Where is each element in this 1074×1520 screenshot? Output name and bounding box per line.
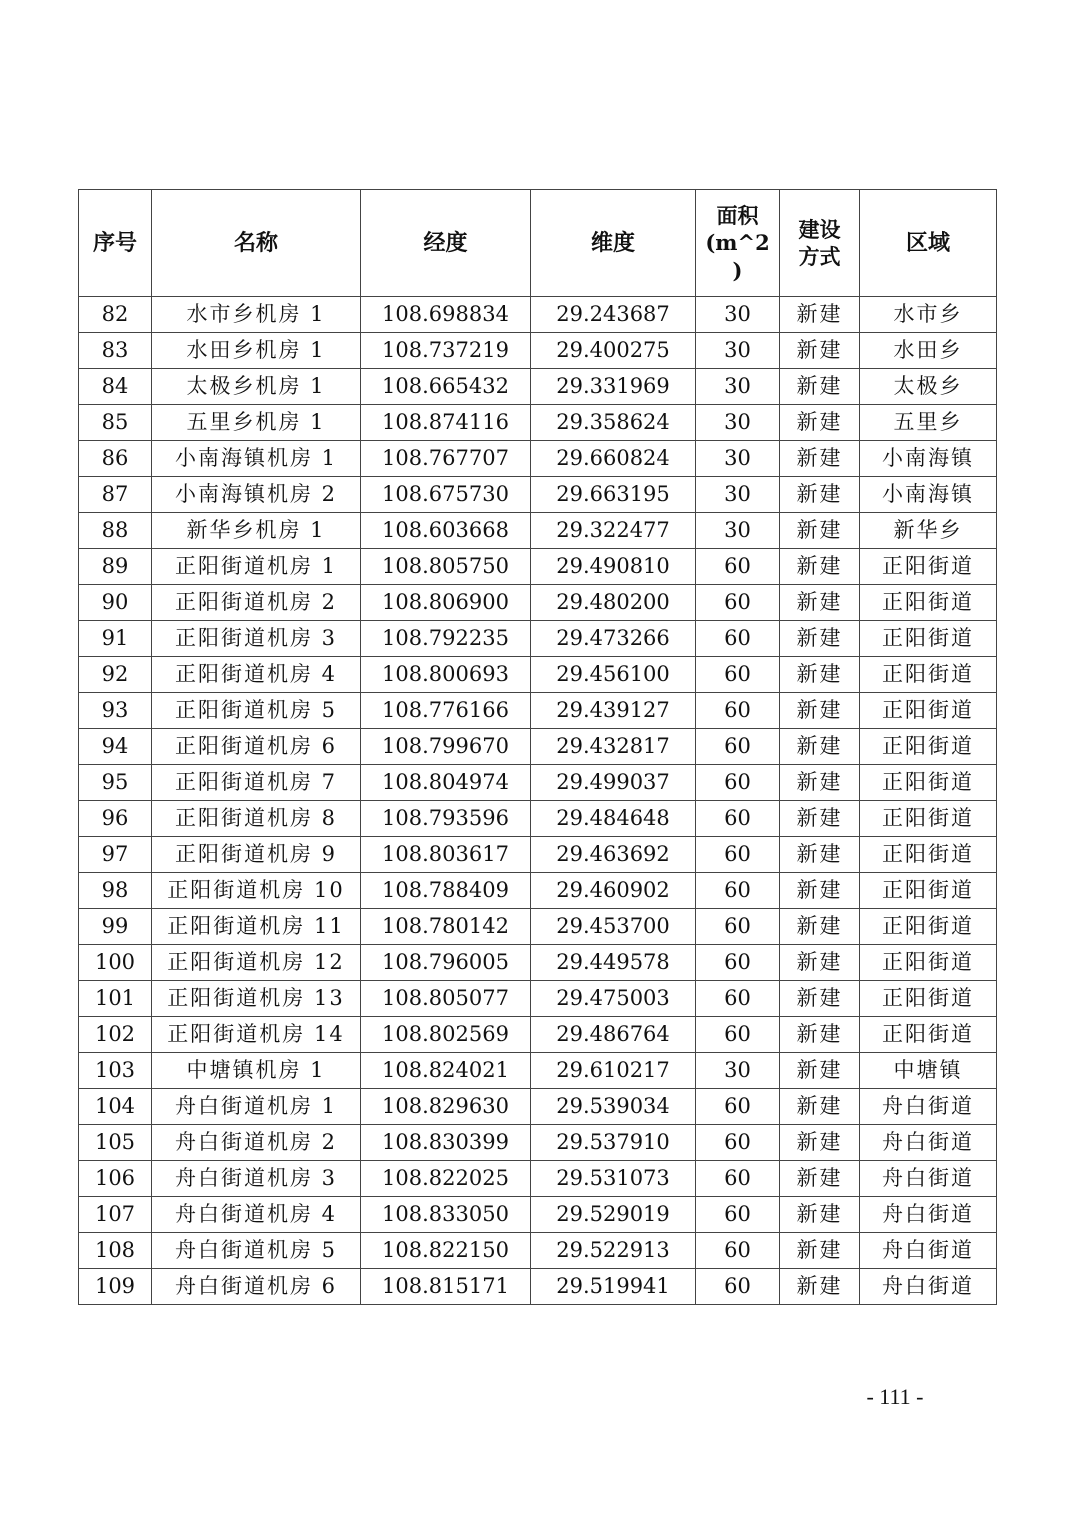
cell-latitude: 29.539034	[531, 1089, 696, 1125]
table-row	[79, 1197, 997, 1233]
cell-longitude: 108.805750	[361, 549, 531, 585]
cell-seq: 103	[79, 1053, 152, 1089]
table-row	[79, 513, 997, 549]
table-row	[79, 1089, 997, 1125]
cell-name: 正阳街道机房 2	[152, 585, 361, 621]
cell-build-mode: 新建	[780, 621, 860, 657]
cell-longitude: 108.767707	[361, 441, 531, 477]
cell-latitude: 29.499037	[531, 765, 696, 801]
table-row	[79, 909, 997, 945]
cell-build-mode: 新建	[780, 1053, 860, 1089]
table-row	[79, 477, 997, 513]
cell-latitude: 29.519941	[531, 1269, 696, 1305]
cell-region: 正阳街道	[860, 1017, 997, 1053]
cell-region: 正阳街道	[860, 837, 997, 873]
cell-region: 正阳街道	[860, 693, 997, 729]
cell-longitude: 108.822150	[361, 1233, 531, 1269]
cell-build-mode: 新建	[780, 405, 860, 441]
header-row	[79, 190, 997, 297]
cell-region: 舟白街道	[860, 1161, 997, 1197]
cell-name: 小南海镇机房 2	[152, 477, 361, 513]
cell-latitude: 29.522913	[531, 1233, 696, 1269]
table-row	[79, 1053, 997, 1089]
cell-latitude: 29.400275	[531, 333, 696, 369]
cell-longitude: 108.603668	[361, 513, 531, 549]
cell-latitude: 29.460902	[531, 873, 696, 909]
cell-longitude: 108.793596	[361, 801, 531, 837]
cell-build-mode: 新建	[780, 1161, 860, 1197]
cell-longitude: 108.803617	[361, 837, 531, 873]
cell-name: 正阳街道机房 13	[152, 981, 361, 1017]
cell-seq: 105	[79, 1125, 152, 1161]
table-row	[79, 1017, 997, 1053]
header-area-line1: 面积	[716, 203, 759, 229]
cell-region: 中塘镇	[860, 1053, 997, 1089]
cell-region: 正阳街道	[860, 801, 997, 837]
cell-area: 60	[696, 801, 780, 837]
cell-region: 正阳街道	[860, 945, 997, 981]
cell-seq: 84	[79, 369, 152, 405]
cell-area: 60	[696, 1017, 780, 1053]
cell-build-mode: 新建	[780, 837, 860, 873]
cell-longitude: 108.874116	[361, 405, 531, 441]
cell-area: 30	[696, 369, 780, 405]
cell-seq: 83	[79, 333, 152, 369]
cell-seq: 94	[79, 729, 152, 765]
cell-seq: 91	[79, 621, 152, 657]
header-mode-line1: 建设	[798, 216, 841, 242]
table-row	[79, 369, 997, 405]
cell-name: 正阳街道机房 11	[152, 909, 361, 945]
table-row	[79, 693, 997, 729]
table-row	[79, 837, 997, 873]
cell-longitude: 108.665432	[361, 369, 531, 405]
cell-name: 正阳街道机房 7	[152, 765, 361, 801]
cell-build-mode: 新建	[780, 585, 860, 621]
table-row	[79, 621, 997, 657]
header-mode-line2: 方式	[798, 244, 841, 269]
table-row	[79, 981, 997, 1017]
cell-build-mode: 新建	[780, 765, 860, 801]
cell-longitude: 108.780142	[361, 909, 531, 945]
cell-seq: 87	[79, 477, 152, 513]
cell-longitude: 108.824021	[361, 1053, 531, 1089]
cell-area: 60	[696, 549, 780, 585]
cell-name: 舟白街道机房 4	[152, 1197, 361, 1233]
cell-build-mode: 新建	[780, 369, 860, 405]
cell-latitude: 29.484648	[531, 801, 696, 837]
cell-area: 30	[696, 477, 780, 513]
cell-seq: 86	[79, 441, 152, 477]
table-row	[79, 801, 997, 837]
cell-longitude: 108.737219	[361, 333, 531, 369]
table-row	[79, 585, 997, 621]
cell-region: 舟白街道	[860, 1269, 997, 1305]
cell-area: 60	[696, 873, 780, 909]
cell-build-mode: 新建	[780, 441, 860, 477]
cell-seq: 107	[79, 1197, 152, 1233]
cell-build-mode: 新建	[780, 477, 860, 513]
cell-name: 正阳街道机房 10	[152, 873, 361, 909]
table-row	[79, 333, 997, 369]
cell-region: 舟白街道	[860, 1233, 997, 1269]
cell-name: 水田乡机房 1	[152, 333, 361, 369]
cell-name: 正阳街道机房 9	[152, 837, 361, 873]
cell-seq: 92	[79, 657, 152, 693]
cell-region: 正阳街道	[860, 909, 997, 945]
cell-longitude: 108.830399	[361, 1125, 531, 1161]
cell-build-mode: 新建	[780, 1089, 860, 1125]
cell-latitude: 29.358624	[531, 405, 696, 441]
cell-area: 60	[696, 1197, 780, 1233]
cell-area: 30	[696, 333, 780, 369]
cell-build-mode: 新建	[780, 729, 860, 765]
table-row	[79, 873, 997, 909]
cell-seq: 109	[79, 1269, 152, 1305]
cell-latitude: 29.490810	[531, 549, 696, 585]
cell-longitude: 108.675730	[361, 477, 531, 513]
cell-build-mode: 新建	[780, 909, 860, 945]
cell-area: 60	[696, 981, 780, 1017]
cell-latitude: 29.453700	[531, 909, 696, 945]
cell-latitude: 29.439127	[531, 693, 696, 729]
cell-area: 30	[696, 405, 780, 441]
cell-name: 舟白街道机房 5	[152, 1233, 361, 1269]
cell-area: 60	[696, 729, 780, 765]
cell-region: 正阳街道	[860, 585, 997, 621]
table-row	[79, 765, 997, 801]
cell-build-mode: 新建	[780, 333, 860, 369]
cell-latitude: 29.486764	[531, 1017, 696, 1053]
table-row	[79, 945, 997, 981]
cell-seq: 88	[79, 513, 152, 549]
cell-longitude: 108.800693	[361, 657, 531, 693]
cell-latitude: 29.463692	[531, 837, 696, 873]
cell-area: 60	[696, 909, 780, 945]
cell-build-mode: 新建	[780, 549, 860, 585]
cell-name: 舟白街道机房 3	[152, 1161, 361, 1197]
cell-region: 五里乡	[860, 405, 997, 441]
cell-region: 舟白街道	[860, 1197, 997, 1233]
cell-region: 水市乡	[860, 297, 997, 333]
cell-seq: 98	[79, 873, 152, 909]
cell-seq: 97	[79, 837, 152, 873]
cell-area: 60	[696, 657, 780, 693]
cell-area: 60	[696, 1125, 780, 1161]
cell-longitude: 108.805077	[361, 981, 531, 1017]
data-table	[78, 189, 997, 1305]
cell-longitude: 108.829630	[361, 1089, 531, 1125]
cell-latitude: 29.663195	[531, 477, 696, 513]
cell-build-mode: 新建	[780, 693, 860, 729]
cell-area: 30	[696, 513, 780, 549]
cell-region: 正阳街道	[860, 873, 997, 909]
cell-seq: 101	[79, 981, 152, 1017]
table-header	[79, 190, 997, 297]
cell-build-mode: 新建	[780, 1017, 860, 1053]
cell-build-mode: 新建	[780, 945, 860, 981]
cell-area: 60	[696, 1269, 780, 1305]
cell-region: 舟白街道	[860, 1089, 997, 1125]
table-row	[79, 405, 997, 441]
cell-area: 60	[696, 693, 780, 729]
cell-area: 30	[696, 1053, 780, 1089]
cell-latitude: 29.537910	[531, 1125, 696, 1161]
cell-name: 正阳街道机房 1	[152, 549, 361, 585]
cell-seq: 95	[79, 765, 152, 801]
cell-latitude: 29.531073	[531, 1161, 696, 1197]
cell-latitude: 29.480200	[531, 585, 696, 621]
table-body	[79, 297, 997, 1305]
cell-name: 正阳街道机房 14	[152, 1017, 361, 1053]
cell-name: 新华乡机房 1	[152, 513, 361, 549]
cell-region: 正阳街道	[860, 657, 997, 693]
table-row	[79, 657, 997, 693]
cell-longitude: 108.799670	[361, 729, 531, 765]
table-row	[79, 1233, 997, 1269]
header-build-mode	[780, 190, 860, 297]
cell-area: 60	[696, 1233, 780, 1269]
cell-longitude: 108.802569	[361, 1017, 531, 1053]
cell-build-mode: 新建	[780, 657, 860, 693]
header-area-line2: (m^2	[705, 230, 770, 256]
cell-seq: 90	[79, 585, 152, 621]
cell-name: 小南海镇机房 1	[152, 441, 361, 477]
cell-longitude: 108.815171	[361, 1269, 531, 1305]
cell-seq: 82	[79, 297, 152, 333]
cell-longitude: 108.833050	[361, 1197, 531, 1233]
header-seq: 序号	[79, 190, 152, 297]
cell-build-mode: 新建	[780, 801, 860, 837]
cell-area: 60	[696, 945, 780, 981]
cell-seq: 85	[79, 405, 152, 441]
cell-name: 正阳街道机房 5	[152, 693, 361, 729]
cell-region: 舟白街道	[860, 1125, 997, 1161]
cell-longitude: 108.796005	[361, 945, 531, 981]
header-name: 名称	[152, 190, 361, 297]
cell-latitude: 29.610217	[531, 1053, 696, 1089]
cell-name: 舟白街道机房 2	[152, 1125, 361, 1161]
cell-build-mode: 新建	[780, 513, 860, 549]
table-row	[79, 729, 997, 765]
table-row	[79, 1125, 997, 1161]
cell-seq: 100	[79, 945, 152, 981]
cell-seq: 104	[79, 1089, 152, 1125]
cell-area: 30	[696, 441, 780, 477]
cell-longitude: 108.788409	[361, 873, 531, 909]
cell-region: 小南海镇	[860, 441, 997, 477]
cell-longitude: 108.806900	[361, 585, 531, 621]
cell-name: 太极乡机房 1	[152, 369, 361, 405]
cell-seq: 106	[79, 1161, 152, 1197]
cell-name: 正阳街道机房 6	[152, 729, 361, 765]
cell-seq: 102	[79, 1017, 152, 1053]
cell-latitude: 29.331969	[531, 369, 696, 405]
cell-build-mode: 新建	[780, 1197, 860, 1233]
cell-build-mode: 新建	[780, 1269, 860, 1305]
cell-area: 30	[696, 297, 780, 333]
cell-name: 正阳街道机房 3	[152, 621, 361, 657]
cell-latitude: 29.432817	[531, 729, 696, 765]
cell-region: 正阳街道	[860, 729, 997, 765]
cell-region: 正阳街道	[860, 981, 997, 1017]
cell-latitude: 29.529019	[531, 1197, 696, 1233]
header-area	[696, 190, 780, 297]
cell-seq: 96	[79, 801, 152, 837]
cell-longitude: 108.792235	[361, 621, 531, 657]
header-longitude: 经度	[361, 190, 531, 297]
cell-region: 正阳街道	[860, 549, 997, 585]
cell-name: 水市乡机房 1	[152, 297, 361, 333]
table-row	[79, 1161, 997, 1197]
cell-seq: 93	[79, 693, 152, 729]
cell-name: 正阳街道机房 8	[152, 801, 361, 837]
table-row	[79, 1269, 997, 1305]
cell-region: 水田乡	[860, 333, 997, 369]
cell-longitude: 108.804974	[361, 765, 531, 801]
cell-build-mode: 新建	[780, 981, 860, 1017]
cell-region: 太极乡	[860, 369, 997, 405]
cell-seq: 89	[79, 549, 152, 585]
cell-area: 60	[696, 621, 780, 657]
cell-seq: 108	[79, 1233, 152, 1269]
cell-build-mode: 新建	[780, 873, 860, 909]
cell-longitude: 108.698834	[361, 297, 531, 333]
cell-region: 新华乡	[860, 513, 997, 549]
cell-name: 正阳街道机房 4	[152, 657, 361, 693]
cell-name: 舟白街道机房 6	[152, 1269, 361, 1305]
cell-latitude: 29.456100	[531, 657, 696, 693]
table-row	[79, 297, 997, 333]
cell-build-mode: 新建	[780, 1233, 860, 1269]
cell-build-mode: 新建	[780, 1125, 860, 1161]
cell-name: 中塘镇机房 1	[152, 1053, 361, 1089]
cell-latitude: 29.322477	[531, 513, 696, 549]
cell-name: 五里乡机房 1	[152, 405, 361, 441]
cell-longitude: 108.776166	[361, 693, 531, 729]
cell-area: 60	[696, 585, 780, 621]
header-area-line3: )	[732, 257, 743, 283]
header-region: 区域	[860, 190, 997, 297]
cell-latitude: 29.660824	[531, 441, 696, 477]
table-row	[79, 549, 997, 585]
cell-area: 60	[696, 1161, 780, 1197]
cell-area: 60	[696, 837, 780, 873]
cell-region: 正阳街道	[860, 765, 997, 801]
cell-build-mode: 新建	[780, 297, 860, 333]
cell-latitude: 29.449578	[531, 945, 696, 981]
table-row	[79, 441, 997, 477]
cell-name: 正阳街道机房 12	[152, 945, 361, 981]
cell-latitude: 29.473266	[531, 621, 696, 657]
cell-region: 正阳街道	[860, 621, 997, 657]
cell-latitude: 29.475003	[531, 981, 696, 1017]
page-number: - 111 -	[866, 1384, 924, 1409]
cell-seq: 99	[79, 909, 152, 945]
cell-name: 舟白街道机房 1	[152, 1089, 361, 1125]
cell-region: 小南海镇	[860, 477, 997, 513]
cell-area: 60	[696, 1089, 780, 1125]
cell-area: 60	[696, 765, 780, 801]
cell-longitude: 108.822025	[361, 1161, 531, 1197]
cell-latitude: 29.243687	[531, 297, 696, 333]
header-latitude: 维度	[531, 190, 696, 297]
